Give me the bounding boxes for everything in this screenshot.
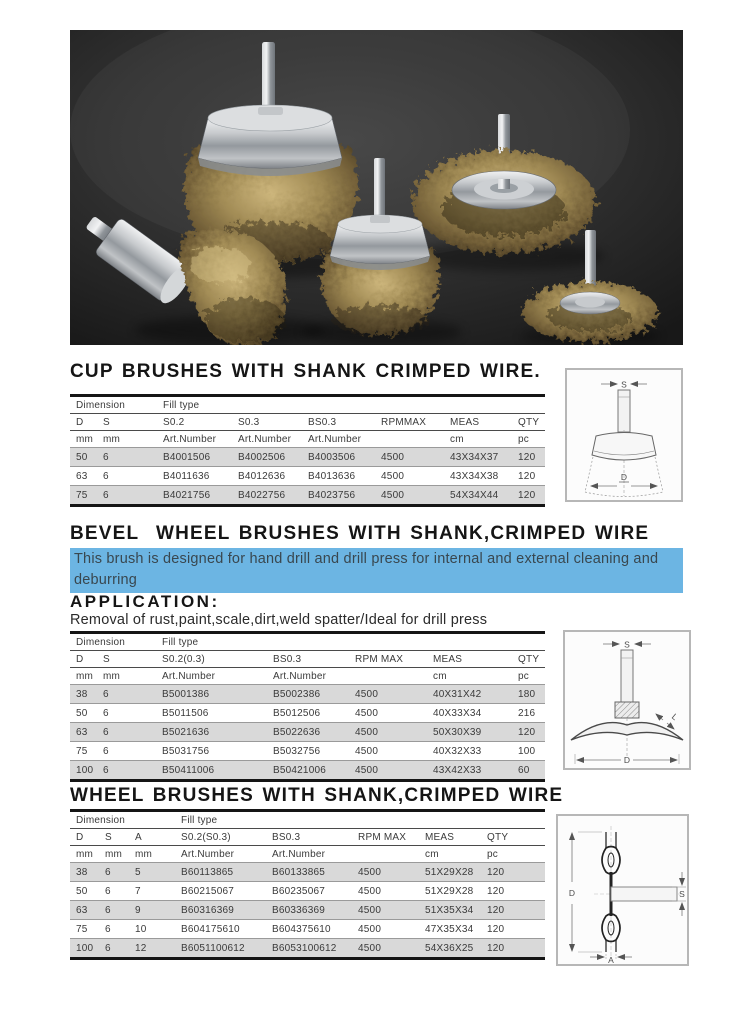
column-header-cell: S0.2(S0.3) xyxy=(175,829,266,846)
table-cell: 43X34X38 xyxy=(444,467,512,486)
table-cell: 4500 xyxy=(352,939,419,959)
table-cell: 9 xyxy=(129,901,175,920)
column-header-cell: D xyxy=(70,829,99,846)
column-header-cell: S xyxy=(97,651,156,668)
table-cell: 120 xyxy=(481,920,545,939)
table-cell: B5022636 xyxy=(267,723,349,742)
table-cell: 63 xyxy=(70,467,97,486)
table-cell: 6 xyxy=(99,882,129,901)
wheel-brush-diagram-box xyxy=(556,814,689,966)
table-cell: 120 xyxy=(481,901,545,920)
table-cell: B60215067 xyxy=(175,882,266,901)
table-cell: 4500 xyxy=(349,742,427,761)
table-row xyxy=(70,723,545,742)
table-cell: 6 xyxy=(99,863,129,882)
table-cell: B4002506 xyxy=(232,448,302,467)
table-row xyxy=(70,939,545,959)
table-row xyxy=(70,448,545,467)
unit-header-cell: mm xyxy=(103,433,121,445)
table-cell: 40X33X34 xyxy=(427,704,512,723)
column-header-cell: QTY xyxy=(481,829,545,846)
table-cell: 4500 xyxy=(375,448,444,467)
table-cell: 47X35X34 xyxy=(419,920,481,939)
bevel-wheel-brushes-table xyxy=(70,631,545,782)
table-cell: 120 xyxy=(481,882,545,901)
table-cell: B604375610 xyxy=(266,920,352,939)
table-cell: 4500 xyxy=(375,467,444,486)
table-cell: 4500 xyxy=(375,486,444,506)
column-header-cell: BS0.3 xyxy=(302,414,375,431)
table-cell: B4021756 xyxy=(157,486,232,506)
table-cell: B4001506 xyxy=(157,448,232,467)
group-header-cell xyxy=(349,633,545,651)
unit-header-cell: pc xyxy=(518,670,529,682)
unit-header-cell: Art.Number xyxy=(181,848,235,860)
cup-brush-diagram-box xyxy=(565,368,683,502)
unit-header-cell: cm xyxy=(450,433,464,445)
wire-brush-set-image xyxy=(70,30,683,345)
unit-header-cell: Art.Number xyxy=(238,433,292,445)
wheel-brushes-table xyxy=(70,809,545,960)
unit-header-cell xyxy=(375,431,444,448)
unit-header-cell xyxy=(349,668,427,685)
table-cell: 6 xyxy=(99,920,129,939)
table-cell: B5031756 xyxy=(156,742,267,761)
table-cell: 51X29X28 xyxy=(419,863,481,882)
unit-header-cell: mm xyxy=(76,670,94,682)
table-cell: 6 xyxy=(97,761,156,781)
cup-brush-diagram xyxy=(567,370,681,500)
section-title-wheel-brushes: WHEEL BRUSHES WITH SHANK,CRIMPED WIRE xyxy=(70,785,564,806)
table-cell: 63 xyxy=(70,901,99,920)
group-header-cell: Fill type xyxy=(175,811,352,829)
column-header-cell: S xyxy=(99,829,129,846)
column-header-cell: D xyxy=(70,651,97,668)
table-cell: 120 xyxy=(481,939,545,959)
table-cell: 120 xyxy=(512,723,545,742)
bevel-brush-diagram-box xyxy=(563,630,691,770)
table-cell: 100 xyxy=(70,939,99,959)
application-text: Removal of rust,paint,scale,dirt,weld spatter/Ideal for drill press xyxy=(70,612,488,628)
table-cell: 40X32X33 xyxy=(427,742,512,761)
table-cell: 60 xyxy=(512,761,545,781)
table-cell: B4011636 xyxy=(157,467,232,486)
table-row xyxy=(70,467,545,486)
table-cell: 100 xyxy=(512,742,545,761)
diagram1-label-s: S xyxy=(621,379,627,390)
table-cell: 43X34X37 xyxy=(444,448,512,467)
table-cell: 4500 xyxy=(352,901,419,920)
table-cell: 120 xyxy=(512,486,545,506)
table-cell: 4500 xyxy=(349,723,427,742)
section-title-cup-brushes: CUP BRUSHES WITH SHANK CRIMPED WIRE. xyxy=(70,361,541,382)
table-cell: 6 xyxy=(97,723,156,742)
table-cell: B5001386 xyxy=(156,685,267,704)
table-cell: 50 xyxy=(70,882,99,901)
table-cell: 38 xyxy=(70,685,97,704)
table-cell: 6 xyxy=(99,939,129,959)
table-cell: 4500 xyxy=(349,761,427,781)
column-header-cell: D xyxy=(70,414,97,431)
column-header-cell: BS0.3 xyxy=(267,651,349,668)
product-photo xyxy=(70,30,683,345)
table-cell: B5002386 xyxy=(267,685,349,704)
unit-header-cell: cm xyxy=(425,848,439,860)
table-cell: 7 xyxy=(129,882,175,901)
unit-header-cell: mm xyxy=(103,670,121,682)
unit-header-cell: mm xyxy=(76,848,94,860)
table-cell: 40X31X42 xyxy=(427,685,512,704)
table-row xyxy=(70,920,545,939)
column-header-cell: MEAS xyxy=(427,651,512,668)
diagram3-label-a: A xyxy=(608,955,614,964)
column-header-cell: MEAS xyxy=(444,414,512,431)
table-cell: 6 xyxy=(97,742,156,761)
table-cell: 180 xyxy=(512,685,545,704)
table-cell: B4012636 xyxy=(232,467,302,486)
group-header-cell xyxy=(375,396,545,414)
group-header-cell xyxy=(352,811,545,829)
column-header-cell: RPM MAX xyxy=(352,829,419,846)
table-cell: 4500 xyxy=(352,863,419,882)
unit-header-cell: mm xyxy=(76,433,94,445)
unit-header-cell: mm xyxy=(135,848,153,860)
table-cell: 50 xyxy=(70,448,97,467)
group-header-cell: Fill type xyxy=(157,396,375,414)
table-cell: B60336369 xyxy=(266,901,352,920)
diagram3-label-d: D xyxy=(568,888,576,898)
table-cell: B4013636 xyxy=(302,467,375,486)
table-cell: B4003506 xyxy=(302,448,375,467)
table-row xyxy=(70,882,545,901)
section-title-bevel-wheel-brushes: BEVEL WHEEL BRUSHES WITH SHANK,CRIMPED WIRE xyxy=(70,523,650,544)
table-cell: 51X29X28 xyxy=(419,882,481,901)
group-header-cell: Dimension xyxy=(70,633,156,651)
table-cell: B6051100612 xyxy=(175,939,266,959)
table-cell: 51X35X34 xyxy=(419,901,481,920)
unit-header-cell: cm xyxy=(433,670,447,682)
diagram2-label-l: L xyxy=(669,711,680,723)
table-row xyxy=(70,742,545,761)
table-cell: 6 xyxy=(97,685,156,704)
column-header-cell: S0.2(0.3) xyxy=(156,651,267,668)
unit-header-cell: Art.Number xyxy=(163,433,217,445)
column-header-cell: A xyxy=(129,829,175,846)
table-cell: 54X34X44 xyxy=(444,486,512,506)
table-cell: 120 xyxy=(481,863,545,882)
group-header-cell: Fill type xyxy=(156,633,349,651)
group-header-cell: Dimension xyxy=(70,396,157,414)
table-cell: B50421006 xyxy=(267,761,349,781)
unit-header-cell: mm xyxy=(105,848,123,860)
unit-header-cell: Art.Number xyxy=(162,670,216,682)
table-cell: 5 xyxy=(129,863,175,882)
bevel-brush-diagram xyxy=(565,632,689,768)
table-row xyxy=(70,863,545,882)
table-cell: 63 xyxy=(70,723,97,742)
table-cell: B5021636 xyxy=(156,723,267,742)
unit-header-cell: Art.Number xyxy=(272,848,326,860)
bevel-description-highlight: This brush is designed for hand drill and drill press for internal and external cleaning and deburring xyxy=(70,548,683,593)
table-cell: 120 xyxy=(512,448,545,467)
table-cell: 50X30X39 xyxy=(427,723,512,742)
column-header-cell: RPM MAX xyxy=(349,651,427,668)
column-header-cell: S0.3 xyxy=(232,414,302,431)
table-cell: 10 xyxy=(129,920,175,939)
column-header-cell: S xyxy=(97,414,157,431)
table-cell: B4023756 xyxy=(302,486,375,506)
table-cell: 38 xyxy=(70,863,99,882)
table-cell: 4500 xyxy=(349,704,427,723)
table-cell: B5012506 xyxy=(267,704,349,723)
diagram1-label-d: D xyxy=(620,472,628,482)
unit-header-cell: pc xyxy=(487,848,498,860)
table-cell: B60113865 xyxy=(175,863,266,882)
table-cell: 6 xyxy=(97,467,157,486)
unit-header-cell: Art.Number xyxy=(308,433,362,445)
table-row xyxy=(70,685,545,704)
table-cell: B4022756 xyxy=(232,486,302,506)
column-header-cell: MEAS xyxy=(419,829,481,846)
table-cell: B604175610 xyxy=(175,920,266,939)
table-row xyxy=(70,901,545,920)
diagram2-label-d: D xyxy=(623,755,631,765)
column-header-cell: S0.2 xyxy=(157,414,232,431)
table-cell: 4500 xyxy=(352,920,419,939)
table-cell: 6 xyxy=(97,448,157,467)
table-cell: 6 xyxy=(99,901,129,920)
table-cell: 4500 xyxy=(352,882,419,901)
diagram2-label-s: S xyxy=(624,639,630,650)
wheel-brush-diagram xyxy=(558,816,687,964)
table-cell: 75 xyxy=(70,486,97,506)
application-heading: APPLICATION: xyxy=(70,592,220,611)
column-header-cell: RPMMAX xyxy=(375,414,444,431)
table-cell: B60316369 xyxy=(175,901,266,920)
table-row xyxy=(70,704,545,723)
table-cell: 100 xyxy=(70,761,97,781)
table-cell: 216 xyxy=(512,704,545,723)
table-cell: 120 xyxy=(512,467,545,486)
unit-header-cell: Art.Number xyxy=(273,670,327,682)
table-cell: 75 xyxy=(70,742,97,761)
table-cell: 43X42X33 xyxy=(427,761,512,781)
table-cell: 12 xyxy=(129,939,175,959)
table-cell: B60235067 xyxy=(266,882,352,901)
table-row xyxy=(70,761,545,781)
table-row xyxy=(70,486,545,506)
table-cell: 50 xyxy=(70,704,97,723)
diagram3-label-s: S xyxy=(679,889,685,899)
table-cell: 6 xyxy=(97,486,157,506)
table-cell: 75 xyxy=(70,920,99,939)
table-cell: 54X36X25 xyxy=(419,939,481,959)
table-cell: B60133865 xyxy=(266,863,352,882)
cup-brushes-table xyxy=(70,394,545,507)
unit-header-cell xyxy=(352,846,419,863)
group-header-cell: Dimension xyxy=(70,811,175,829)
unit-header-cell: pc xyxy=(518,433,530,445)
table-cell: 6 xyxy=(97,704,156,723)
column-header-cell: QTY xyxy=(512,651,545,668)
table-cell: B5032756 xyxy=(267,742,349,761)
column-header-cell: BS0.3 xyxy=(266,829,352,846)
table-cell: B50411006 xyxy=(156,761,267,781)
column-header-cell: QTY xyxy=(512,414,545,431)
table-cell: 4500 xyxy=(349,685,427,704)
table-cell: B6053100612 xyxy=(266,939,352,959)
table-cell: B5011506 xyxy=(156,704,267,723)
